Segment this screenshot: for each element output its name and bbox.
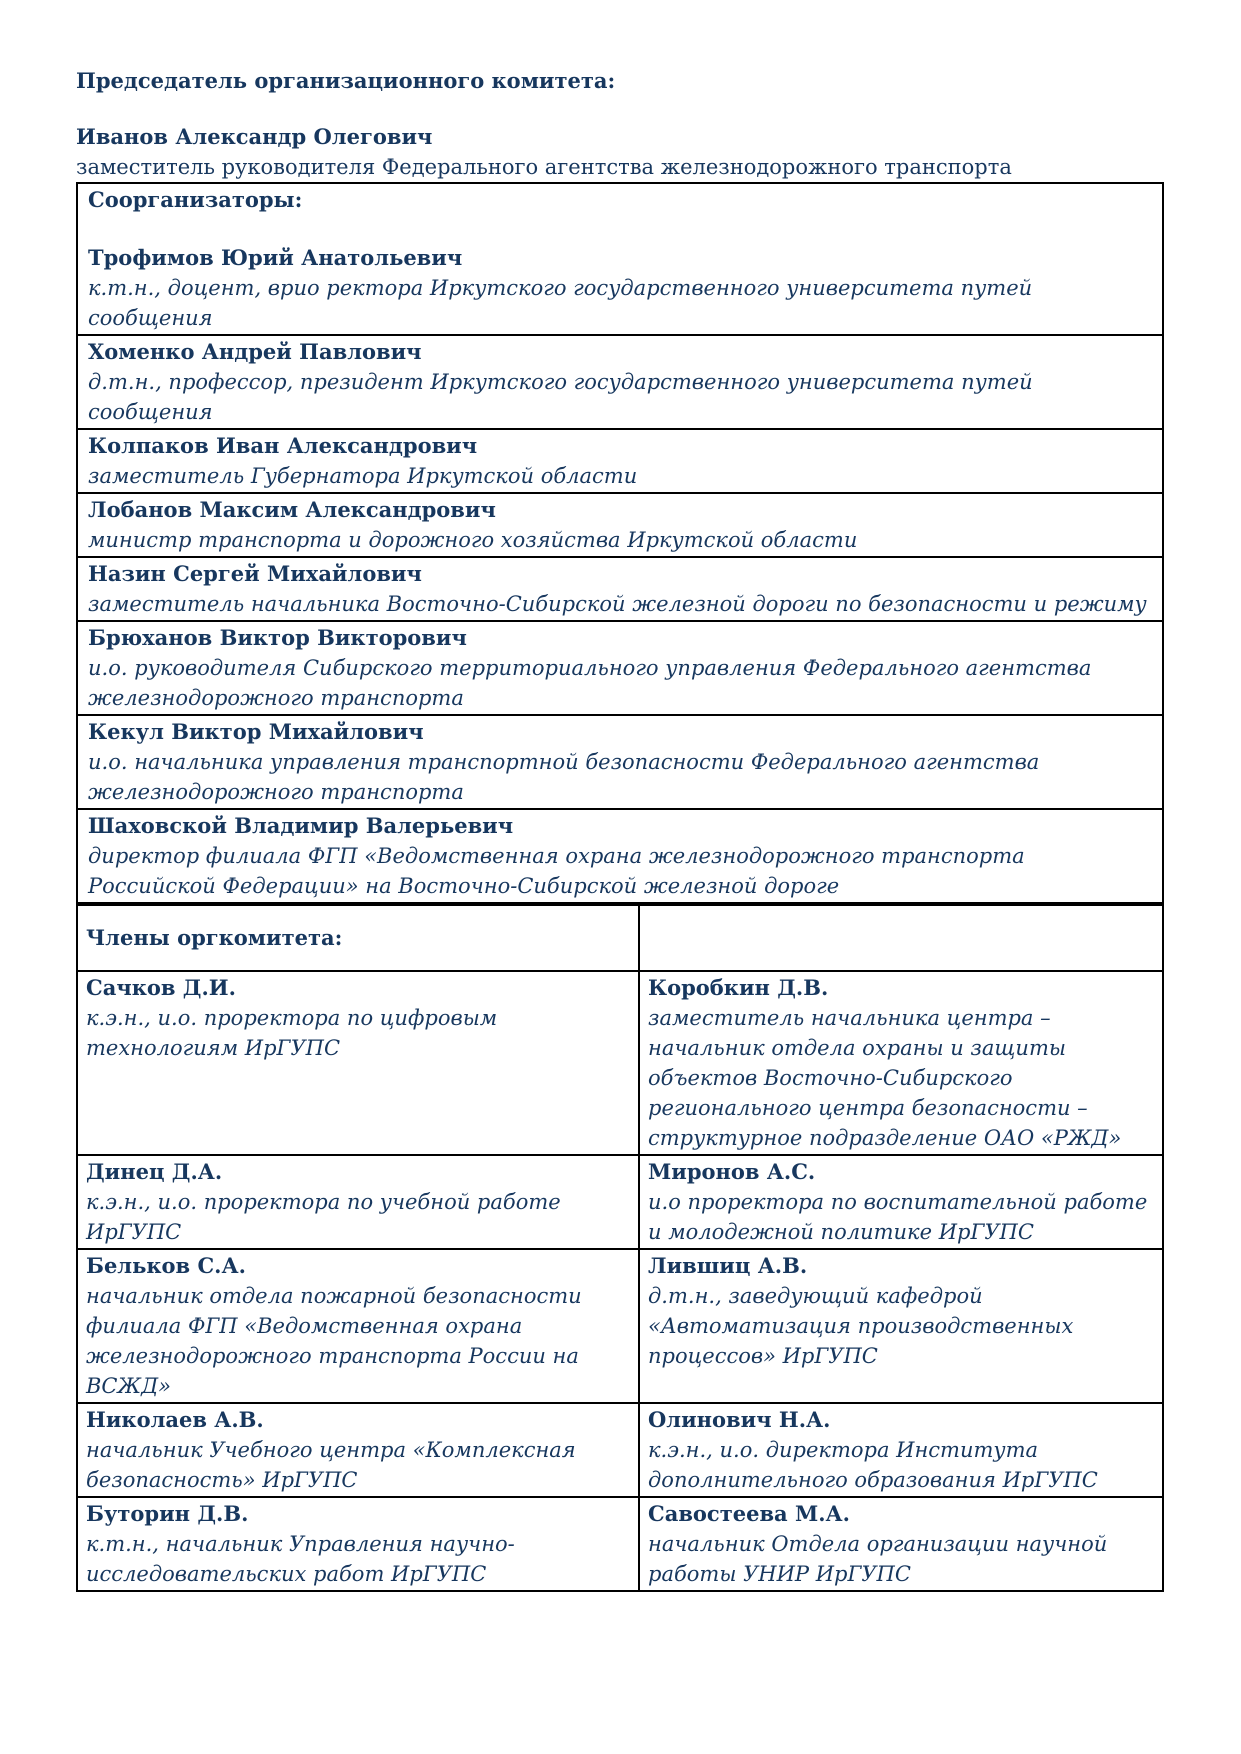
member-cell (639, 1249, 1163, 1403)
co-organizer-name: Брюханов Виктор Викторович (88, 625, 467, 650)
member-cell (77, 1155, 639, 1249)
co-organizer-name: Трофимов Юрий Анатольевич (88, 245, 463, 270)
co-organizer-name: Назин Сергей Михайлович (88, 561, 422, 586)
co-organizer-position: директор филиала ФГП «Ведомственная охрана железнодорожного транспорта Российской Федерации» на Восточно-Сибирской железной дороге (88, 844, 1025, 898)
co-organizer-cell (78, 430, 1162, 494)
chairman-name: Иванов Александр Олегович (76, 124, 433, 149)
co-organizer-cell (78, 622, 1162, 716)
co-organizer-position: д.т.н., профессор, президент Иркутского государственного университета путей сообщения (88, 370, 1033, 424)
table-row (77, 1249, 1163, 1403)
co-organizer-cell (78, 558, 1162, 622)
member-name: Коробкин Д.В. (648, 975, 829, 1000)
member-name: Николаев А.В. (86, 1407, 264, 1432)
co-organizer-position: и.о. начальника управления транспортной безопасности Федерального агентства железнодорожного транспорта (88, 750, 1040, 804)
member-position: к.э.н., и.о. проректора по учебной работе ИрГУПС (86, 1190, 561, 1244)
co-organizer-name: Шаховской Владимир Валерьевич (88, 813, 514, 838)
co-organizer-first-cell (78, 184, 1162, 336)
member-position: начальник отдела пожарной безопасности филиала ФГП «Ведомственная охрана железнодорожного транспорта России на ВСЖД» (86, 1284, 582, 1398)
member-name: Динец Д.А. (86, 1159, 223, 1184)
member-position: к.э.н., и.о. директора Института дополнительного образования ИрГУПС (648, 1438, 1098, 1492)
member-cell (77, 1249, 639, 1403)
chairman-heading: Председатель организационного комитета: (76, 68, 616, 93)
member-position: к.э.н., и.о. проректора по цифровым технологиям ИрГУПС (86, 1006, 498, 1060)
co-organizer-cell (78, 810, 1162, 904)
co-organizers-heading: Соорганизаторы: (88, 187, 303, 212)
co-organizer-position: заместитель Губернатора Иркутской области (88, 464, 638, 488)
document-page (76, 66, 1168, 1592)
chairman-position: заместитель руководителя Федерального агентства железнодорожного транспорта (76, 155, 1012, 179)
member-position: начальник Отдела организации научной работы УНИР ИрГУПС (648, 1532, 1108, 1586)
members-table (76, 904, 1164, 1592)
member-name: Буторин Д.В. (86, 1501, 249, 1526)
members-header-cell (77, 905, 639, 971)
member-name: Лившиц А.В. (648, 1253, 808, 1278)
table-row (77, 1497, 1163, 1591)
member-position: к.т.н., начальник Управления научно-исследовательских работ ИрГУПС (86, 1532, 515, 1586)
member-cell (77, 1403, 639, 1497)
co-organizer-cell (78, 494, 1162, 558)
member-cell (639, 1155, 1163, 1249)
member-name: Бельков С.А. (86, 1253, 246, 1278)
member-name: Олинович Н.А. (648, 1407, 831, 1432)
member-cell (77, 971, 639, 1155)
co-organizer-cell (78, 336, 1162, 430)
table-row (77, 1155, 1163, 1249)
member-position: начальник Учебного центра «Комплексная безопасность» ИрГУПС (86, 1438, 576, 1492)
co-organizer-position: заместитель начальника Восточно-Сибирской железной дороги по безопасности и режиму (88, 592, 1147, 616)
member-name: Савостеева М.А. (648, 1501, 850, 1526)
member-name: Миронов А.С. (648, 1159, 816, 1184)
member-position: д.т.н., заведующий кафедрой «Автоматизация производственных процессов» ИрГУПС (648, 1284, 1074, 1368)
members-header-empty-cell (639, 905, 1163, 971)
members-header-row (77, 905, 1163, 971)
co-organizers-table (76, 182, 1164, 904)
co-organizer-name: Хоменко Андрей Павлович (88, 339, 422, 364)
table-row (77, 971, 1163, 1155)
member-position: и.о проректора по воспитательной работе и молодежной политике ИрГУПС (648, 1190, 1148, 1244)
member-cell (639, 971, 1163, 1155)
co-organizer-position: и.о. руководителя Сибирского территориального управления Федерального агентства железнодорожного транспорта (88, 656, 1092, 710)
co-organizer-name: Лобанов Максим Александрович (88, 497, 496, 522)
members-heading: Члены оргкомитета: (86, 925, 343, 950)
co-organizer-name: Кекул Виктор Михайлович (88, 719, 424, 744)
co-organizer-cell (78, 716, 1162, 810)
member-position: заместитель начальника центра – начальник отдела охраны и защиты объектов Восточно-Сибирского регионального центра безопасности – структурное подразделение ОАО «РЖД» (648, 1006, 1122, 1150)
co-organizer-name: Колпаков Иван Александрович (88, 433, 478, 458)
table-row (77, 1403, 1163, 1497)
member-cell (77, 1497, 639, 1591)
member-cell (639, 1403, 1163, 1497)
co-organizer-position: министр транспорта и дорожного хозяйства Иркутской области (88, 528, 858, 552)
member-name: Сачков Д.И. (86, 975, 236, 1000)
co-organizer-position: к.т.н., доцент, врио ректора Иркутского государственного университета путей сообщения (88, 276, 1033, 330)
member-cell (639, 1497, 1163, 1591)
